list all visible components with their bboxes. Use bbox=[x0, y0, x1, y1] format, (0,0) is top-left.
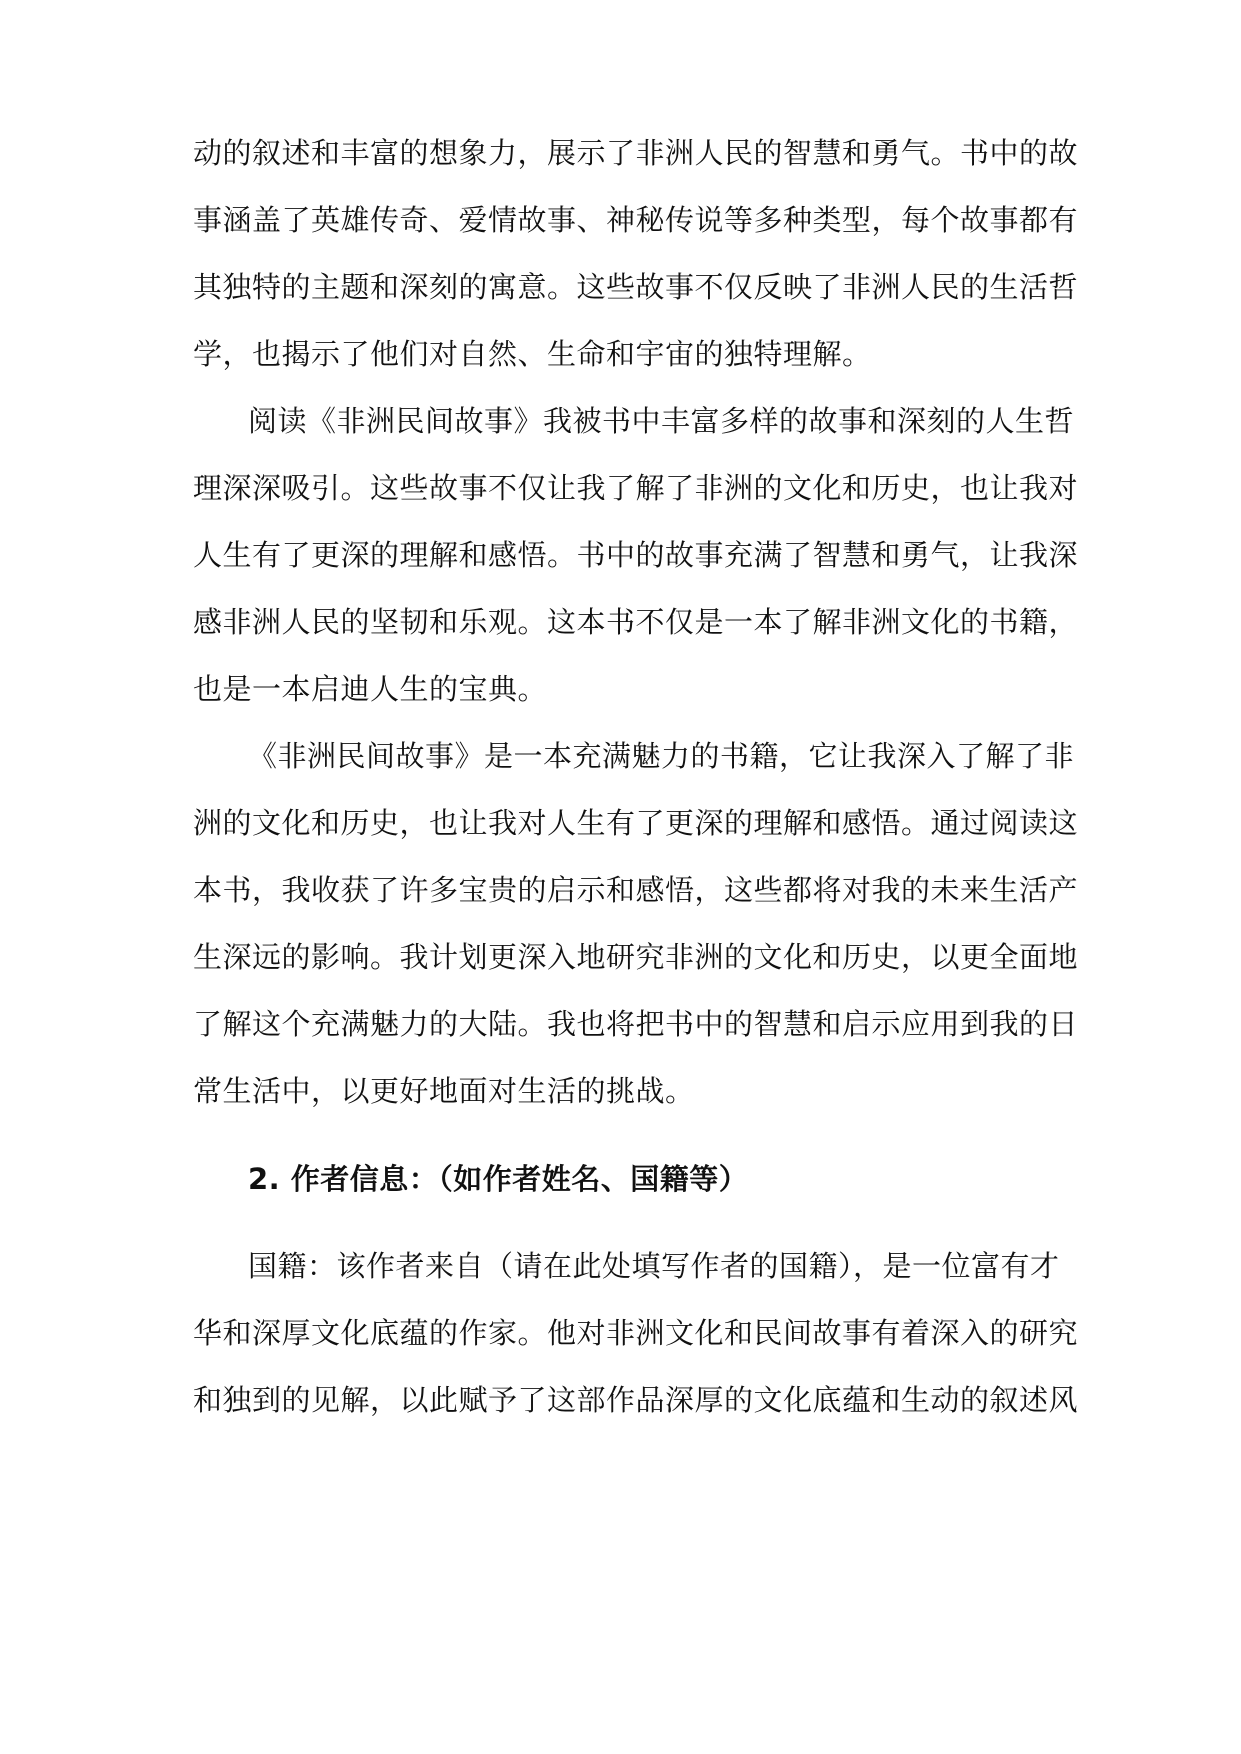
section-heading: 2. 作者信息：（如作者姓名、国籍等） bbox=[248, 1162, 749, 1196]
paragraph-3-line-3: 本书，我收获了许多宝贵的启示和感悟，这些都将对我的未来生活产 bbox=[193, 873, 1079, 907]
paragraph-3-line-6: 常生活中，以更好地面对生活的挑战。 bbox=[193, 1074, 695, 1108]
paragraph-2-line-4: 感非洲人民的坚韧和乐观。这本书不仅是一本了解非洲文化的书籍， bbox=[193, 605, 1079, 639]
paragraph-3-line-4: 生深远的影响。我计划更深入地研究非洲的文化和历史，以更全面地 bbox=[193, 940, 1079, 974]
paragraph-3-line-5: 了解这个充满魅力的大陆。我也将把书中的智慧和启示应用到我的日 bbox=[193, 1007, 1079, 1041]
paragraph-3-line-1: 《非洲民间故事》是一本充满魅力的书籍，它让我深入了解了非 bbox=[248, 739, 1075, 773]
paragraph-1-line-4: 学，也揭示了他们对自然、生命和宇宙的独特理解。 bbox=[193, 337, 872, 371]
paragraph-3-line-2: 洲的文化和历史，也让我对人生有了更深的理解和感悟。通过阅读这 bbox=[193, 806, 1079, 840]
paragraph-1-line-1: 动的叙述和丰富的想象力，展示了非洲人民的智慧和勇气。书中的故 bbox=[193, 136, 1079, 170]
section-paragraph-line-1: 国籍：该作者来自（请在此处填写作者的国籍），是一位富有才 bbox=[248, 1249, 1060, 1283]
paragraph-1-line-2: 事涵盖了英雄传奇、爱情故事、神秘传说等多种类型，每个故事都有 bbox=[193, 203, 1079, 237]
paragraph-1-line-3: 其独特的主题和深刻的寓意。这些故事不仅反映了非洲人民的生活哲 bbox=[193, 270, 1079, 304]
paragraph-2-line-2: 理深深吸引。这些故事不仅让我了解了非洲的文化和历史，也让我对 bbox=[193, 471, 1079, 505]
paragraph-2-line-5: 也是一本启迪人生的宝典。 bbox=[193, 672, 548, 706]
paragraph-2-line-3: 人生有了更深的理解和感悟。书中的故事充满了智慧和勇气，让我深 bbox=[193, 538, 1079, 572]
section-paragraph-line-2: 华和深厚文化底蕴的作家。他对非洲文化和民间故事有着深入的研究 bbox=[193, 1316, 1079, 1350]
paragraph-2-line-1: 阅读《非洲民间故事》我被书中丰富多样的故事和深刻的人生哲 bbox=[248, 404, 1075, 438]
section-paragraph-line-3: 和独到的见解，以此赋予了这部作品深厚的文化底蕴和生动的叙述风 bbox=[193, 1383, 1079, 1417]
